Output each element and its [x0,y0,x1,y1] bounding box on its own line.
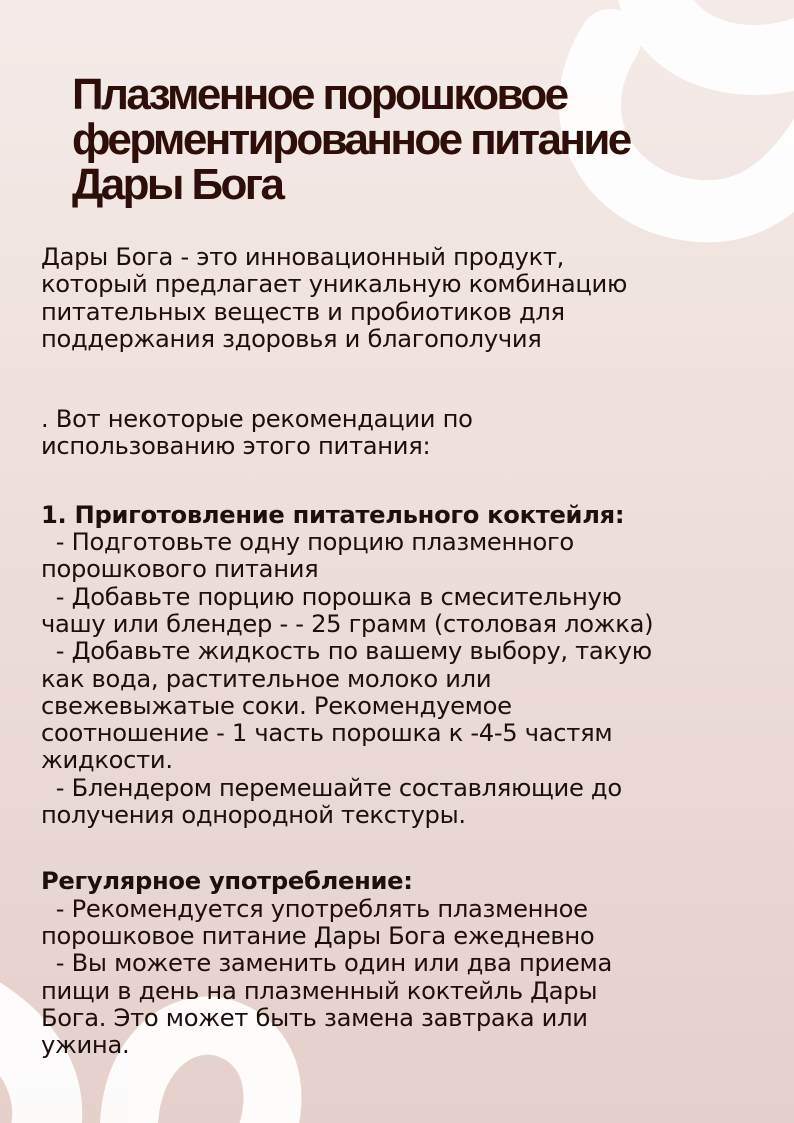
text-line: чашу или блендер - - 25 грамм (столовая ложка) [41,609,654,638]
page-title [72,72,762,207]
text-line: . Вот некоторые рекомендации по [41,405,473,434]
text-line: ужина. [41,1031,130,1060]
text-line: - Добавьте жидкость по вашему выбору, такую [41,637,652,666]
text-line: - Рекомендуется употреблять плазменное [41,894,588,923]
section-heading: Регулярное употребление: [41,867,413,896]
intro-paragraph [41,244,761,353]
text-line: поддержания здоровья и благополучия [41,324,542,353]
section-preparation [41,502,761,830]
text-line: как вода, растительное молоко или [41,664,492,693]
text-line: порошковое питание Дары Бога ежедневно [41,921,595,950]
text-line: пищи в день на плазменный коктейль Дары [41,976,598,1005]
title-line: Плазменное порошковое [72,70,567,119]
text-line: - Вы можете заменить один или два приема [41,949,612,978]
text-line: - Подготовьте одну порцию плазменного [41,528,574,557]
text-line: Бога. Это может быть замена завтрака или [41,1003,588,1032]
section-regular-use [41,868,761,1059]
text-line: использованию этого питания: [41,432,431,461]
section-heading: 1. Приготовление питательного коктейля: [41,500,625,529]
text-line: питательных веществ и пробиотиков для [41,297,565,326]
spacer [41,829,761,856]
text-line: получения однородной текстуры. [41,801,466,830]
text-line: который предлагает уникальную комбинацию [41,270,628,299]
title-line: Дары Бога [72,160,283,209]
recommendations-intro [41,406,761,461]
title-line: ферментированное питание [72,115,630,164]
text-line: Дары Бога - это инновационный продукт, [41,243,565,271]
text-line: жидкости. [41,746,173,775]
text-line: - Добавьте порцию порошка в смесительную [41,582,622,611]
text-line: свежевыжатые соки. Рекомендуемое [41,691,512,720]
spacer [41,461,761,488]
spacer [41,353,761,394]
document-body [41,244,761,1059]
brush-stroke-top-right [650,0,794,60]
text-line: порошкового питания [41,555,319,584]
text-line: - Блендером перемешайте составляющие до [41,773,622,802]
text-line: соотношение - 1 часть порошка к -4-5 частям [41,719,613,748]
